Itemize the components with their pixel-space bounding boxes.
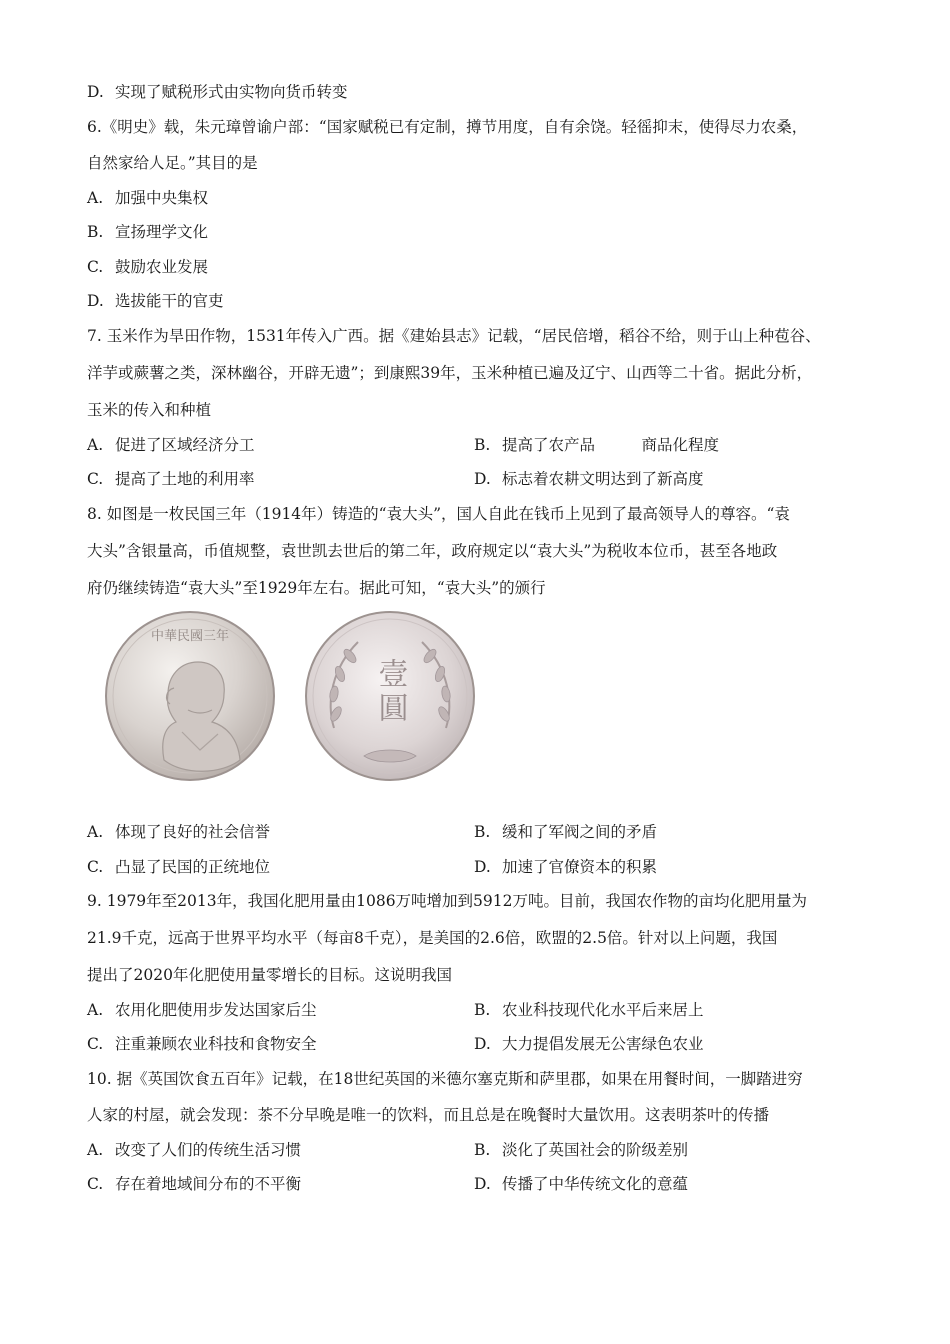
- option-text: 农用化肥使用步发达国家后尘: [115, 1001, 317, 1019]
- prev-option-d: [87, 82, 348, 102]
- option-text: 凸显了民国的正统地位: [115, 858, 271, 876]
- option-label: D.: [87, 83, 104, 101]
- q10-option-c: [87, 1174, 301, 1194]
- option-text: 注重兼顾农业科技和食物安全: [115, 1035, 317, 1053]
- coin-obverse: [106, 612, 274, 780]
- q8-stem-line3: 府仍继续铸造“袁大头”至1929年左右。据此可知，“袁大头”的颁行: [87, 579, 546, 597]
- q6-option-b: [87, 222, 208, 242]
- option-label: A.: [87, 1141, 104, 1159]
- q7-option-d: [474, 469, 704, 489]
- q8-option-d: [474, 857, 657, 877]
- q10-option-b: [474, 1140, 688, 1160]
- option-label: D.: [474, 1175, 491, 1193]
- option-text: 加强中央集权: [115, 189, 209, 207]
- option-label: D.: [474, 470, 491, 488]
- q10-stem-line2: 人家的村屋，就会发现：茶不分早晚是唯一的饮料，而且总是在晚餐时大量饮用。这表明茶叶的传播: [87, 1106, 770, 1124]
- q6-stem-line2: 自然家给人足。”其目的是: [87, 154, 258, 172]
- option-text: 宣扬理学文化: [115, 223, 209, 241]
- option-label: B.: [474, 436, 491, 454]
- option-text: 存在着地域间分布的不平衡: [115, 1175, 302, 1193]
- option-label: A.: [87, 823, 104, 841]
- option-label: C.: [87, 470, 104, 488]
- q8-option-c: [87, 857, 270, 877]
- option-text: 提高了农产品 商品化程度: [502, 436, 720, 454]
- q8-stem-line1: 8. 如图是一枚民国三年（1914年）铸造的“袁大头”，国人自此在钱币上见到了最高领导人的尊容。“袁: [87, 505, 790, 523]
- option-label: B.: [87, 223, 104, 241]
- q7-stem-line1: 7. 玉米作为旱田作物，1531年传入广西。据《建始县志》记载，“居民倍增，稻谷不给，则于山上种苞谷、: [87, 327, 821, 345]
- option-text: 促进了区域经济分工: [115, 436, 255, 454]
- option-text: 实现了赋税形式由实物向货币转变: [115, 83, 348, 101]
- q9-stem-line3: 提出了2020年化肥使用量零增长的目标。这说明我国: [87, 966, 452, 984]
- option-text: 改变了人们的传统生活习惯: [115, 1141, 302, 1159]
- q10-stem-line1: 10. 据《英国饮食五百年》记载，在18世纪英国的米德尔塞克斯和萨里郡，如果在用餐时间，一脚踏进穷: [87, 1070, 803, 1088]
- q10-option-d: [474, 1174, 688, 1194]
- q7-option-a: [87, 435, 255, 455]
- coin-reverse-denomination: 壹圓: [372, 658, 408, 726]
- option-label: D.: [474, 1035, 491, 1053]
- option-text: 加速了官僚资本的积累: [502, 858, 658, 876]
- option-text: 标志着农耕文明达到了新高度: [502, 470, 704, 488]
- q8-option-a: [87, 822, 270, 842]
- q8-stem-line2: 大头”含银量高，币值规整，袁世凯去世后的第二年，政府规定以“袁大头”为税收本位币，甚至各地政: [87, 542, 778, 560]
- option-text: 鼓励农业发展: [115, 258, 209, 276]
- q8-option-b: [474, 822, 657, 842]
- option-text: 传播了中华传统文化的意蕴: [502, 1175, 689, 1193]
- option-label: B.: [474, 1001, 491, 1019]
- q9-stem-line2: 21.9千克，远高于世界平均水平（每亩8千克），是美国的2.6倍，欧盟的2.5倍。针对以上问题，我国: [87, 929, 778, 947]
- option-label: D.: [87, 292, 104, 310]
- option-label: C.: [87, 1035, 104, 1053]
- option-label: A.: [87, 436, 104, 454]
- q9-option-b: [474, 1000, 704, 1020]
- option-text: 提高了土地的利用率: [115, 470, 255, 488]
- q6-option-c: [87, 257, 208, 277]
- option-text: 选拔能干的官吏: [115, 292, 224, 310]
- option-label: A.: [87, 189, 104, 207]
- option-text: 大力提倡发展无公害绿色农业: [502, 1035, 704, 1053]
- q9-option-c: [87, 1034, 317, 1054]
- option-label: D.: [474, 858, 491, 876]
- q7-option-b: [474, 435, 719, 455]
- q6-stem-line1: 6.《明史》载，朱元璋曾谕户部：“国家赋税已有定制，撙节用度，自有余饶。轻徭抑末，使得尽力农桑，: [87, 118, 808, 136]
- q6-option-a: [87, 188, 208, 208]
- option-label: B.: [474, 1141, 491, 1159]
- coin-obverse-inscription: 中華民國三年: [150, 629, 230, 644]
- q9-option-a: [87, 1000, 317, 1020]
- option-text: 农业科技现代化水平后来居上: [502, 1001, 704, 1019]
- yuan-datou-coin-image: [104, 610, 476, 782]
- option-label: C.: [87, 1175, 104, 1193]
- option-text: 淡化了英国社会的阶级差别: [502, 1141, 689, 1159]
- option-label: C.: [87, 858, 104, 876]
- q7-stem-line3: 玉米的传入和种植: [87, 401, 212, 419]
- option-text: 缓和了军阀之间的矛盾: [502, 823, 658, 841]
- option-text: 体现了良好的社会信誉: [115, 823, 271, 841]
- q7-option-c: [87, 469, 255, 489]
- option-label: B.: [474, 823, 491, 841]
- q6-option-d: [87, 291, 224, 311]
- q9-stem-line1: 9. 1979年至2013年，我国化肥用量由1086万吨增加到5912万吨。目前，我国农作物的亩均化肥用量为: [87, 892, 808, 910]
- q7-stem-line2: 洋芋或蕨薯之类，深林幽谷，开辟无遗”；到康熙39年，玉米种植已遍及辽宁、山西等二十省。据此分析，: [87, 364, 813, 382]
- option-label: A.: [87, 1001, 104, 1019]
- q10-option-a: [87, 1140, 301, 1160]
- coin-reverse: [306, 612, 474, 780]
- option-label: C.: [87, 258, 104, 276]
- q9-option-d: [474, 1034, 704, 1054]
